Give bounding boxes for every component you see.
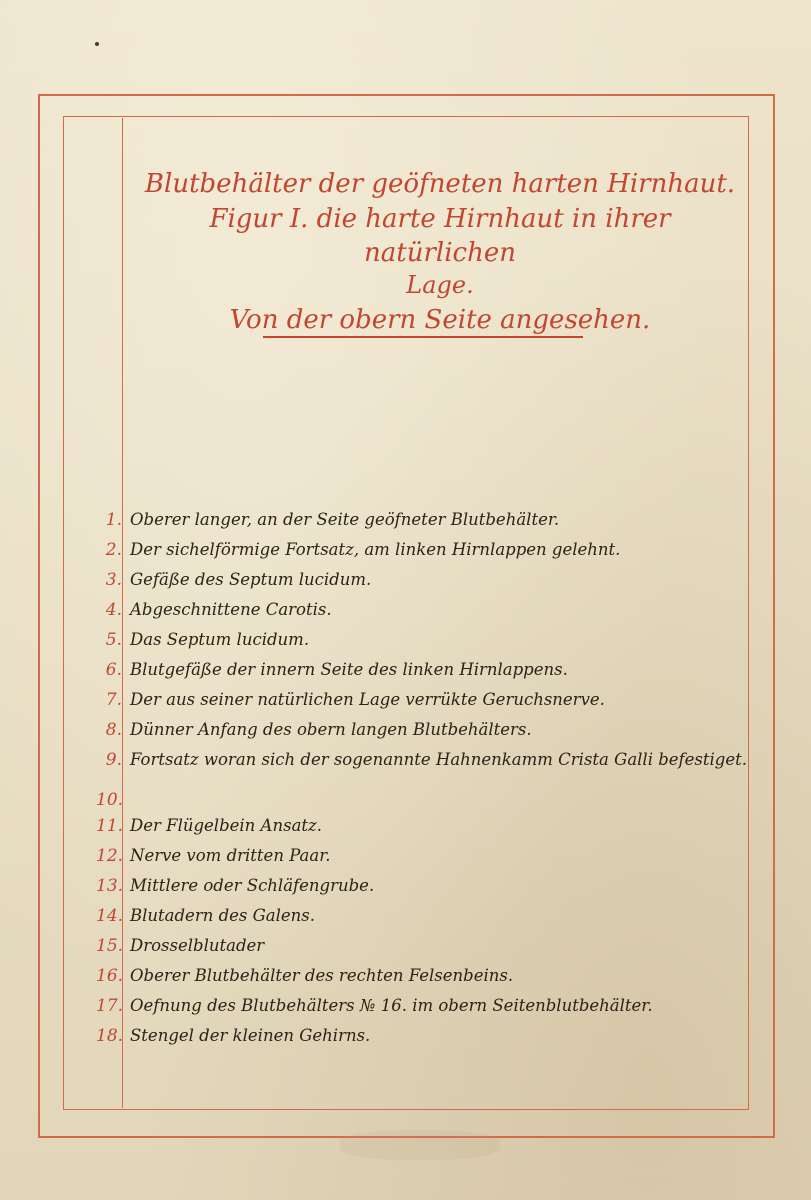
- item-number: 18.: [96, 1026, 124, 1046]
- item-number: 4.: [105, 600, 122, 620]
- item-number: 17.: [96, 996, 124, 1016]
- list-item: [0, 655, 811, 685]
- list-item: [0, 505, 811, 535]
- item-text: Der Flügelbein Ansatz.: [130, 816, 322, 835]
- item-number: 14.: [96, 906, 124, 926]
- item-text: Abgeschnittene Carotis.: [130, 600, 332, 619]
- item-number: 8.: [105, 720, 122, 740]
- heading-line-2: Figur I. die harte Hirnhaut in ihrer natürlichen: [209, 204, 671, 268]
- item-text: Oberer langer, an der Seite geöfneter Blutbehälter.: [130, 510, 560, 529]
- item-text: Gefäße des Septum lucidum.: [130, 570, 372, 589]
- list-item: [0, 595, 811, 625]
- item-text: Mittlere oder Schläfengrube.: [130, 876, 375, 895]
- item-number: 11.: [96, 816, 124, 836]
- list-item: [0, 901, 811, 931]
- heading-underline: [263, 336, 583, 338]
- list-item: [0, 565, 811, 595]
- item-number: 3.: [105, 570, 122, 590]
- item-text: Drosselblutader: [130, 936, 265, 955]
- heading-line-4: Von der obern Seite angesehen.: [229, 305, 651, 335]
- item-number: 5.: [105, 630, 122, 650]
- item-number: 2.: [105, 540, 122, 560]
- paper-stain: [340, 1130, 500, 1160]
- item-number: 6.: [105, 660, 122, 680]
- item-text: Stengel der kleinen Gehirns.: [130, 1026, 371, 1045]
- list-item: [0, 745, 811, 775]
- item-number: 7.: [105, 690, 122, 710]
- item-text: Blutgefäße der innern Seite des linken Hirnlappens.: [130, 660, 568, 679]
- list-item: [0, 625, 811, 655]
- heading-line-3: Lage.: [406, 271, 474, 299]
- page-heading: [130, 166, 750, 338]
- list-item: [0, 841, 811, 871]
- ink-dot: [95, 42, 99, 46]
- list-item: [0, 535, 811, 565]
- item-text: Blutadern des Galens.: [130, 906, 316, 925]
- item-text: Das Septum lucidum.: [130, 630, 310, 649]
- item-text: Fortsatz woran sich der sogenannte Hahnenkamm Crista Galli befestiget.: [130, 750, 748, 769]
- list-item: [0, 931, 811, 961]
- list-item: [0, 991, 811, 1021]
- item-text: Oberer Blutbehälter des rechten Felsenbeins.: [130, 966, 514, 985]
- item-number: 1.: [105, 510, 122, 530]
- heading-line-1: Blutbehälter der geöfneten harten Hirnhaut.: [144, 169, 736, 199]
- item-text: Der aus seiner natürlichen Lage verrükte Geruchsnerve.: [130, 690, 605, 709]
- item-number: 15.: [96, 936, 124, 956]
- item-text: Der sichelförmige Fortsatz, am linken Hirnlappen gelehnt.: [130, 540, 621, 559]
- list-item: [0, 1021, 811, 1051]
- list-item: [0, 685, 811, 715]
- list-item: [0, 811, 811, 841]
- item-number: 13.: [96, 876, 124, 896]
- item-text: Oefnung des Blutbehälters № 16. im obern Seitenblutbehälter.: [130, 996, 653, 1015]
- item-number: 9.: [105, 750, 122, 770]
- item-text: Dünner Anfang des obern langen Blutbehälters.: [130, 720, 532, 739]
- list-item: [0, 715, 811, 745]
- item-number: 12.: [96, 846, 124, 866]
- list-item: [0, 961, 811, 991]
- item-number: 10.: [96, 790, 124, 810]
- item-text: Nerve vom dritten Paar.: [130, 846, 331, 865]
- list-item: [0, 871, 811, 901]
- item-number: 16.: [96, 966, 124, 986]
